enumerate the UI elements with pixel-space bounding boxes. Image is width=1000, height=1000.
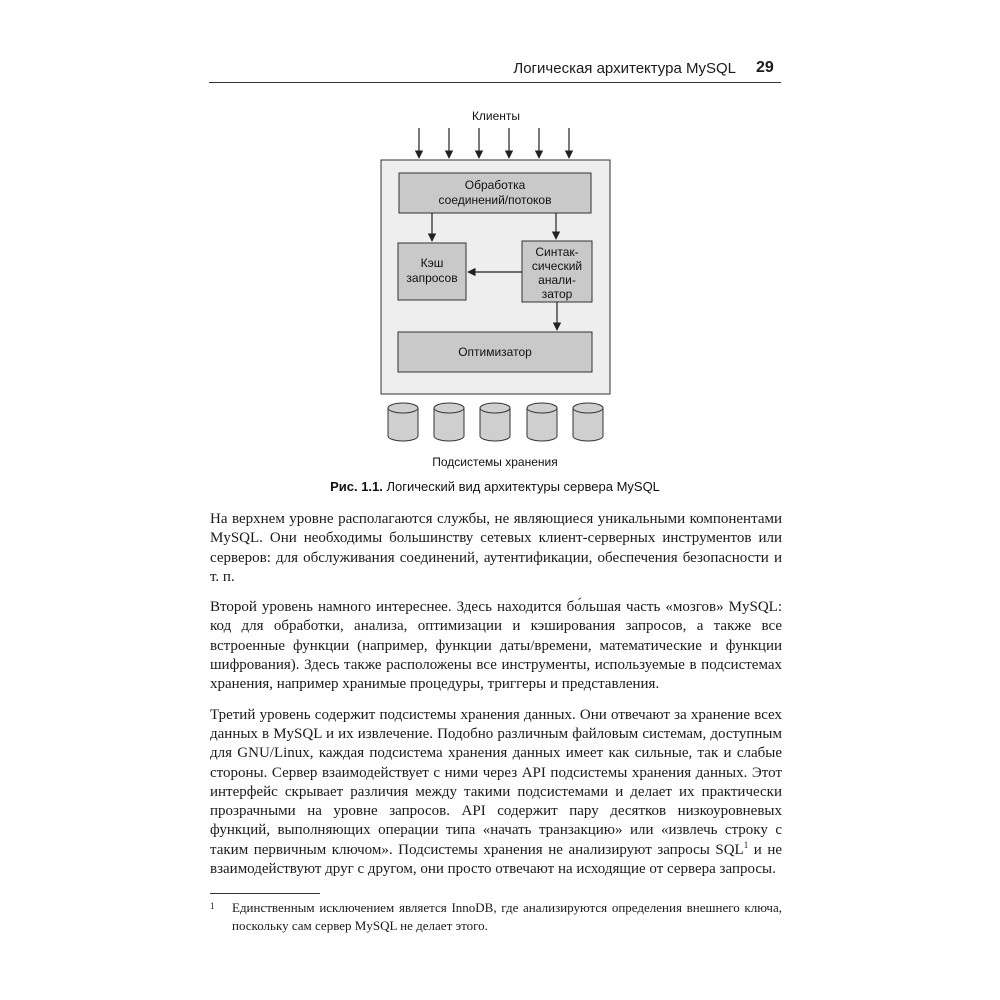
cache-label-line2: запросов [406,271,458,285]
footnote [210,899,782,935]
connection-label-line1: Обработка [464,178,526,192]
storage-engines [388,403,603,441]
figure-caption-number: Рис. 1.1. [330,479,383,494]
storage-cylinder [527,403,557,441]
paragraph-3-part2: и не взаимодействуют друг с другом, они просто отвечают на исходящие от сервера запросы. [210,841,782,878]
paragraph-2: Второй уровень намного интереснее. Здесь находится бо́льшая часть «мозгов» MySQL: код для обработки, анализа, оптимизации и кэширования запросов, а также все встроенные функции (например, функции даты/времени, математические и функции шифрования). Здесь также расположены все инструменты, используемые в подсистемах хранения, например хранимые процедуры, триггеры и представления. [210,599,782,693]
parser-label-line2: сический [531,259,583,273]
footnote-text: Единственным исключением является InnoDB, где анализируются определения внешнего ключа, поскольку сам сервер MySQL не делает этого. [232,900,782,933]
footnote-rule [210,893,320,894]
paragraph-3 [210,706,782,880]
paragraph-3-part1: Третий уровень содержит подсистемы хранения данных. Они отвечают за хранение всех данных в MySQL и их извлечение. Подобно различным файловым системам, доступным для GNU/Linux, каждая подсистема хранения данных имеет как сильные, так и слабые стороны. Сервер взаимодействует с ними через API подсистемы хранения данных. Этот интерфейс скрывает различия между такими подсистемами и делает их практически прозрачными на уровне запросов. API содержит пару десятков низкоуровневых функций, выполняющих операции типа «начать транзакцию» или «извлечь строку с таким первичным ключом». Подсистемы хранения не анализируют запросы SQL [210,706,782,858]
clients-label: Клиенты [471,109,521,123]
figure-caption-text: Логический вид архитектуры сервера MySQL [382,479,660,494]
cache-label-line1: Кэш [420,256,444,270]
client-arrows [419,128,569,158]
optimizer-label: Оптимизатор [458,345,532,359]
page-number: 29 [756,59,774,76]
body-text [210,510,782,890]
storage-label: Подсистемы хранения [432,455,558,469]
figure-caption [210,479,780,494]
architecture-diagram [0,0,1000,480]
parser-label-line1: Синтак- [535,245,579,259]
storage-cylinder [434,403,464,441]
connection-label-line2: соединений/потоков [438,193,552,207]
parser-label-line4: затор [541,287,573,301]
storage-cylinder [480,403,510,441]
running-header-title: Логическая архитектура MySQL [513,60,736,77]
parser-label-line3: анали- [538,273,576,287]
footnote-reference[interactable]: 1 [743,839,749,850]
storage-cylinder [573,403,603,441]
storage-cylinder [388,403,418,441]
footnote-marker: 1 [210,901,215,911]
paragraph-1: На верхнем уровне располагаются службы, не являющиеся уникальными компонентами MySQL. Они необходимы большинству сетевых клиент-серверных инструментов или серверов: для обслуживания соединений, аутентификации, обеспечения безопасности и т. п. [210,511,782,585]
